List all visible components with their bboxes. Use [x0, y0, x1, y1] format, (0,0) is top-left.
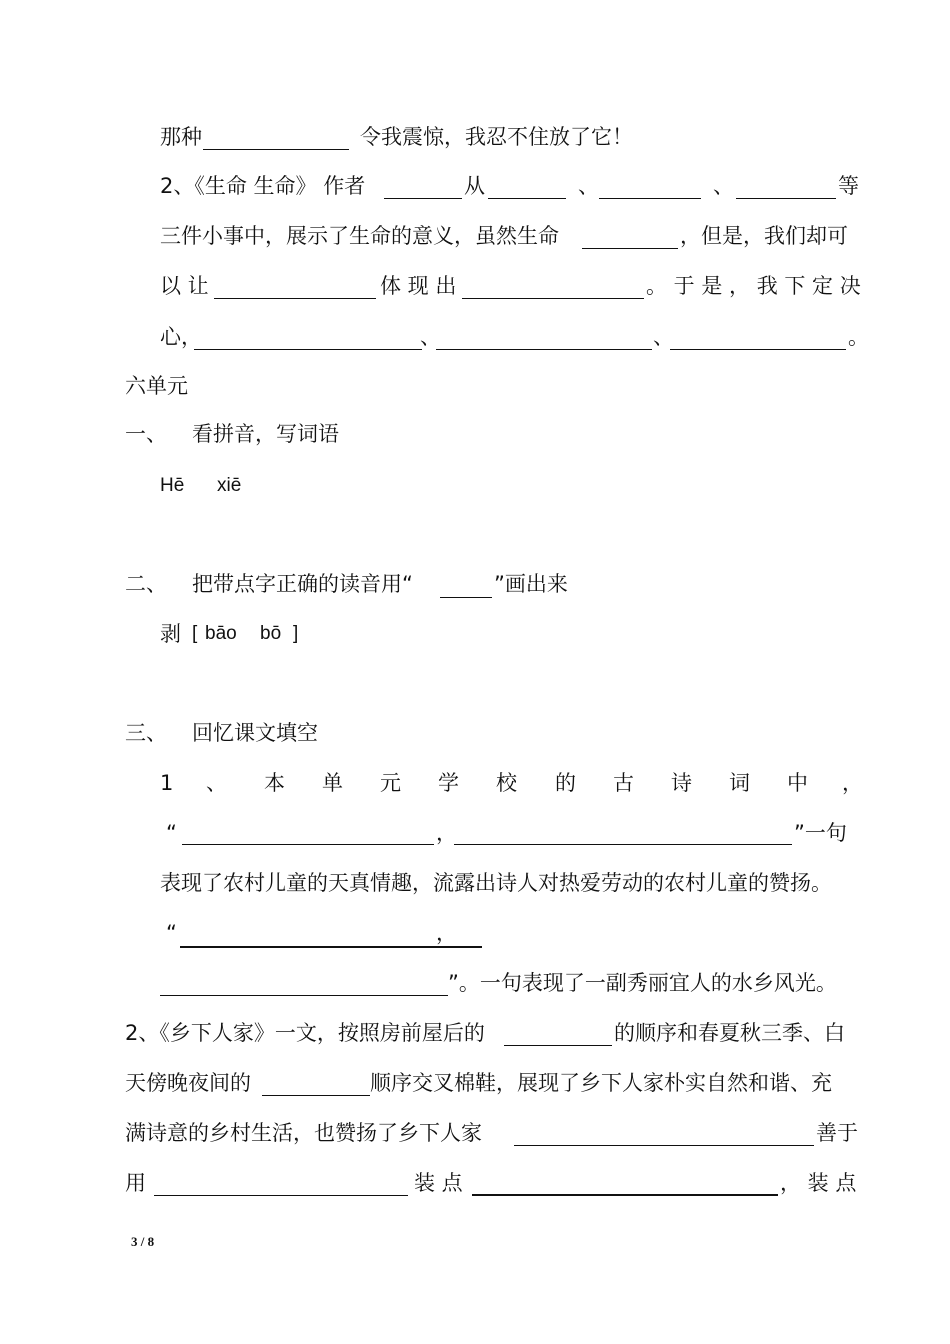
text: ， 装 点 [780, 1171, 857, 1195]
text: ，但是，我们却可 [680, 224, 848, 248]
fill-blank[interactable] [462, 298, 644, 299]
fill-blank[interactable] [214, 298, 376, 299]
char: 古 [613, 771, 634, 795]
text: 表现了农村儿童的天真情趣，流露出诗人对热爱劳动的农村儿童的赞扬。 [160, 871, 832, 895]
char: 本 [264, 771, 285, 795]
section-number: 一、 [125, 422, 167, 446]
pinyin-word: xiē [217, 475, 242, 496]
bracket: [ [192, 623, 198, 644]
text: 2、《生命 生命》 作者 [160, 174, 366, 198]
text: 满诗意的乡村生活，也赞扬了乡下人家 [125, 1121, 482, 1145]
text: 用 [125, 1171, 146, 1195]
section-number: 三、 [125, 721, 167, 745]
char: 1 [160, 771, 174, 795]
char: 中 [787, 771, 808, 795]
fill-blank[interactable] [599, 198, 701, 199]
section-title: ”画出来 [494, 572, 568, 596]
section-title: 回忆课文填空 [192, 721, 318, 745]
char: ， [842, 771, 863, 795]
text: 、 [420, 325, 441, 349]
target-char: 剥 [160, 622, 181, 646]
fill-blank[interactable] [154, 1195, 408, 1196]
fill-blank[interactable] [436, 349, 652, 350]
fill-blank[interactable] [472, 1194, 778, 1196]
text: 三件小事中，展示了生命的意义，虽然生命 [160, 224, 559, 248]
char: 的 [555, 771, 576, 795]
fill-blank[interactable] [514, 1145, 814, 1146]
fill-blank[interactable] [504, 1045, 612, 1046]
quote-mark: “ [166, 821, 177, 845]
char: 元 [380, 771, 401, 795]
fill-blank[interactable] [670, 349, 846, 350]
fill-blank[interactable] [160, 995, 448, 996]
fill-blank[interactable] [454, 844, 792, 845]
text: 顺序交叉棉鞋，展现了乡下人家朴实自然和谐、充 [370, 1071, 832, 1095]
fill-blank[interactable] [203, 149, 349, 150]
text: 。 [848, 325, 869, 349]
fill-blank[interactable] [194, 349, 422, 350]
fill-blank[interactable] [582, 248, 678, 249]
text: 的顺序和春夏秋三季、白 [614, 1021, 845, 1045]
char: 单 [322, 771, 343, 795]
section-title: 把带点字正确的读音用“ [192, 572, 413, 596]
text: 2、《乡下人家》一文，按照房前屋后的 [125, 1021, 485, 1045]
heading: 六单元 [125, 374, 188, 398]
text: 心， [160, 325, 202, 349]
text: ”一句 [794, 821, 847, 845]
page-number: 3 / 8 [131, 1234, 155, 1249]
section-number: 二、 [125, 572, 167, 596]
fill-blank[interactable] [488, 198, 566, 199]
reading-option[interactable]: bō [260, 623, 282, 644]
fill-blank[interactable] [262, 1095, 370, 1096]
underline-sample [440, 597, 492, 598]
quote-mark: “ [166, 921, 177, 945]
bracket: ] [293, 623, 299, 644]
char: 诗 [671, 771, 692, 795]
char: 学 [438, 771, 459, 795]
text: 等 [838, 174, 859, 198]
pinyin-word: Hē [160, 475, 185, 496]
comma: ， [436, 821, 457, 845]
text: 以 让 [160, 274, 209, 298]
comma: ， [436, 921, 457, 945]
fill-blank[interactable] [384, 198, 462, 199]
text: ”。一句表现了一副秀丽宜人的水乡风光。 [448, 971, 837, 995]
text: 令我震惊，我忍不住放了它！ [360, 125, 633, 149]
section-title: 看拼音，写词语 [192, 422, 339, 446]
fill-blank[interactable] [736, 198, 836, 199]
text: 。 于 是 ， 我 下 定 决 [646, 274, 861, 298]
reading-option[interactable]: bāo [205, 623, 237, 644]
char: 、 [206, 771, 227, 795]
fill-blank[interactable] [182, 844, 434, 845]
char: 校 [496, 771, 517, 795]
text: 、 [713, 174, 734, 198]
text: 从 [464, 174, 485, 198]
text: 、 [578, 174, 599, 198]
text: 那种 [160, 125, 202, 149]
text: 、 [653, 325, 674, 349]
char: 词 [729, 771, 750, 795]
text: 天傍晚夜间的 [125, 1071, 251, 1095]
text: 善于 [816, 1121, 858, 1145]
text: 体 现 出 [380, 274, 457, 298]
text: 装 点 [414, 1171, 463, 1195]
